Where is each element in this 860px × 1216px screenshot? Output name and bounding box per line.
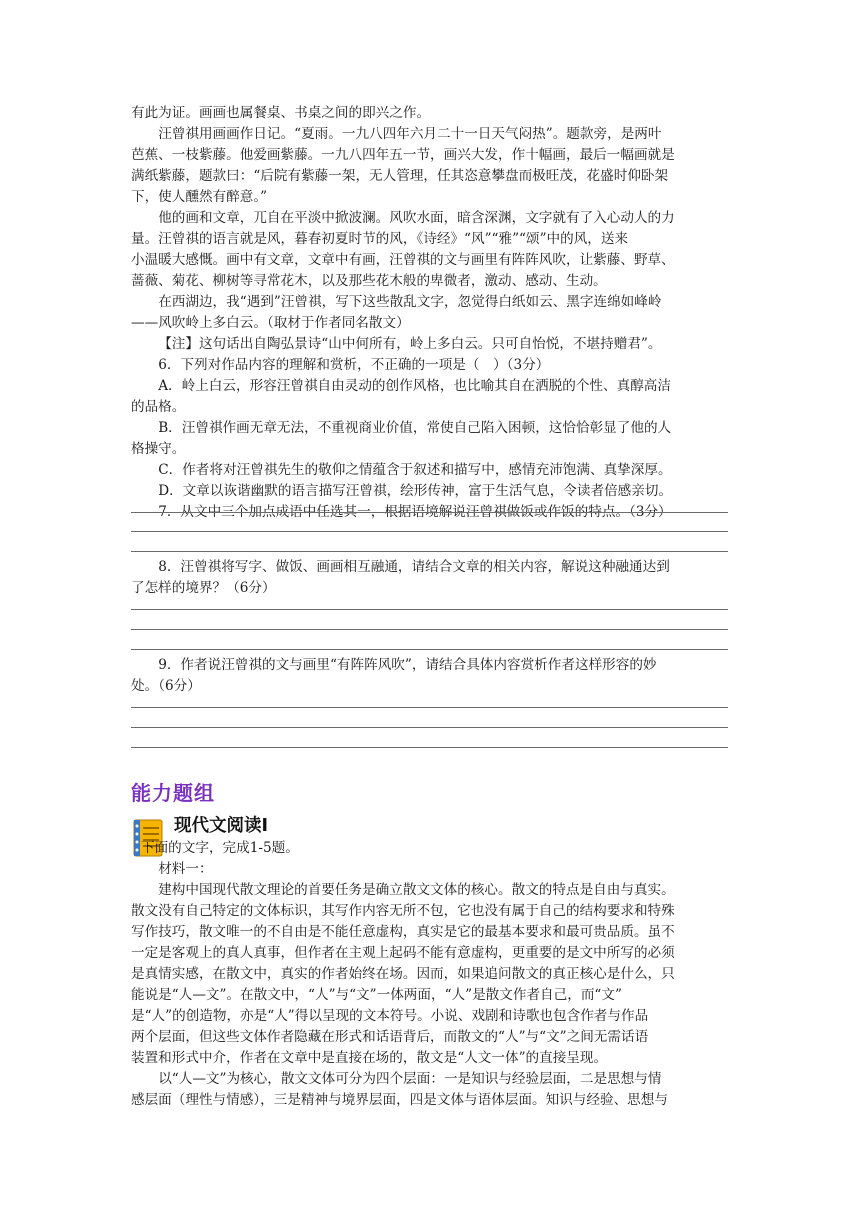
text-line: 他的画和文章，兀自在平淡中掀波澜。风吹水面，暗含深渊，文字就有了入心动人的力 xyxy=(158,210,675,226)
section-title: 能力题组 xyxy=(131,781,215,805)
answer-line[interactable] xyxy=(131,747,728,748)
text-line: 写作技巧，散文唯一的不自由是不能任意虚构，真实是它的最基本要求和最可贵品质。虽不 xyxy=(131,924,675,940)
answer-line[interactable] xyxy=(131,551,728,552)
text-line: 格操守。 xyxy=(131,441,186,457)
answer-line[interactable] xyxy=(131,649,728,650)
answer-line[interactable] xyxy=(131,609,728,610)
question-9 xyxy=(131,655,731,697)
text-line: B．汪曾祺作画无章无法，不重视商业价值，常使自己陷入困顿，这恰恰彰显了他的人 xyxy=(158,420,672,436)
text-line: 是“人”的创造物，亦是“人”得以呈现的文本符号。小说、戏剧和诗歌也包含作者与作品 xyxy=(131,1008,649,1024)
text-line: 建构中国现代散文理论的首要任务是确立散文文体的核心。散文的特点是自由与真实。 xyxy=(158,882,675,898)
question-8 xyxy=(131,557,731,599)
text-line: 散文没有自己特定的文体标识，其写作内容无所不包，它也没有属于自己的结构要求和特殊 xyxy=(131,903,675,919)
text-line: 在西湖边，我“遇到”汪曾祺，写下这些散乱文字，忽觉得白纸如云、黑字连绵如峰岭 xyxy=(158,294,662,310)
text-line: D．文章以诙谐幽默的语言描写汪曾祺，绘形传神，富于生活气息，令读者倍感亲切。 xyxy=(158,483,673,499)
text-line: 一定是客观上的真人真事，但作者在主观上起码不能有意虚构，更重要的是文中所写的必须 xyxy=(131,945,675,961)
text-line: 小温暖大感慨。画中有文章，文章中有画，汪曾祺的文与画里有阵阵风吹，让紫藤、野草、 xyxy=(131,252,675,268)
text-line: 感层面（理性与情感），三是精神与境界层面，四是文体与语体层面。知识与经验、思想与 xyxy=(131,1092,668,1108)
text-line: 能说是“人—文”。在散文中，“人”与“文”一体两面，“人”是散文作者自己，而“文” xyxy=(131,987,622,1003)
reading-passage xyxy=(131,838,731,1111)
text-line: 是真情实感，在散文中，真实的作者始终在场。因而，如果追问散文的真正核心是什么，只 xyxy=(131,966,675,982)
text-line: 下面的文字，完成1-5题。 xyxy=(141,840,299,856)
text-line: 的品格。 xyxy=(131,399,186,415)
text-line: 6．下列对作品内容的理解和赏析，不正确的一项是（ ）（3分） xyxy=(158,357,550,373)
subsection-title: 现代文阅读Ⅰ xyxy=(174,816,269,836)
answer-line[interactable] xyxy=(131,727,728,728)
text-line: 了怎样的境界？（6分） xyxy=(131,580,276,596)
text-line: 满纸紫藤，题款曰：“后院有紫藤一架，无人管理，任其恣意攀盘而极旺茂，花盛时仰卧架 xyxy=(131,168,669,184)
passage-top xyxy=(131,103,731,523)
text-line: 芭蕉、一枝紫藤。他爱画紫藤。一九八四年五一节，画兴大发，作十幅画，最后一幅画就是 xyxy=(131,147,675,163)
answer-line[interactable] xyxy=(131,707,728,708)
text-line: 7．从文中三个加点成语中任选其一，根据语境解说汪曾祺做饭或作饭的特点。（3分） xyxy=(158,504,672,520)
answer-line[interactable] xyxy=(131,629,728,630)
text-line: 两个层面，但这些文体作者隐藏在形式和话语背后，而散文的“人”与“文”之间无需话语 xyxy=(131,1029,649,1045)
answer-line[interactable] xyxy=(131,512,728,513)
text-line: 下，使人醺然有醉意。” xyxy=(131,189,268,205)
answer-line[interactable] xyxy=(131,531,728,532)
text-line: 材料一： xyxy=(158,861,213,877)
text-line: C．作者将对汪曾祺先生的敬仰之情蕴含于叙述和描写中，感情充沛饱满、真挚深厚。 xyxy=(158,462,672,478)
text-line: A．岭上白云，形容汪曾祺自由灵动的创作风格，也比喻其自在洒脱的个性、真醇高洁 xyxy=(158,378,671,394)
text-line: 【注】这句话出自陶弘景诗“山中何所有，岭上多白云。只可自怡悦，不堪持赠君”。 xyxy=(158,336,662,352)
text-line: 有此为证。画画也属餐桌、书桌之间的即兴之作。 xyxy=(131,105,431,121)
text-line: 汪曾祺用画画作日记。“夏雨。一九八四年六月二十一日天气闷热”。题款旁，是两叶 xyxy=(158,126,662,142)
text-line: 处。（6分） xyxy=(131,678,201,694)
text-line: 装置和形式中介，作者在文章中是直接在场的，散文是“人文一体”的直接呈现。 xyxy=(131,1050,608,1066)
text-line: 蔷薇、菊花、柳树等寻常花木，以及那些花木般的卑微者，激动、感动、生动。 xyxy=(131,273,607,289)
text-line: 9．作者说汪曾祺的文与画里“有阵阵风吹”，请结合具体内容赏析作者这样形容的妙 xyxy=(158,657,657,673)
text-line: 量。汪曾祺的语言就是风，暮春初夏时节的风，《诗经》“风”“雅”“颂”中的风，送来 xyxy=(131,231,629,247)
text-line: ——风吹岭上多白云。（取材于作者同名散文） xyxy=(131,315,410,331)
text-line: 8．汪曾祺将写字、做饭、画画相互融通，请结合文章的相关内容，解说这种融通达到 xyxy=(158,559,670,575)
text-line: 以“人—文”为核心，散文文体可分为四个层面：一是知识与经验层面，二是思想与情 xyxy=(158,1071,662,1087)
